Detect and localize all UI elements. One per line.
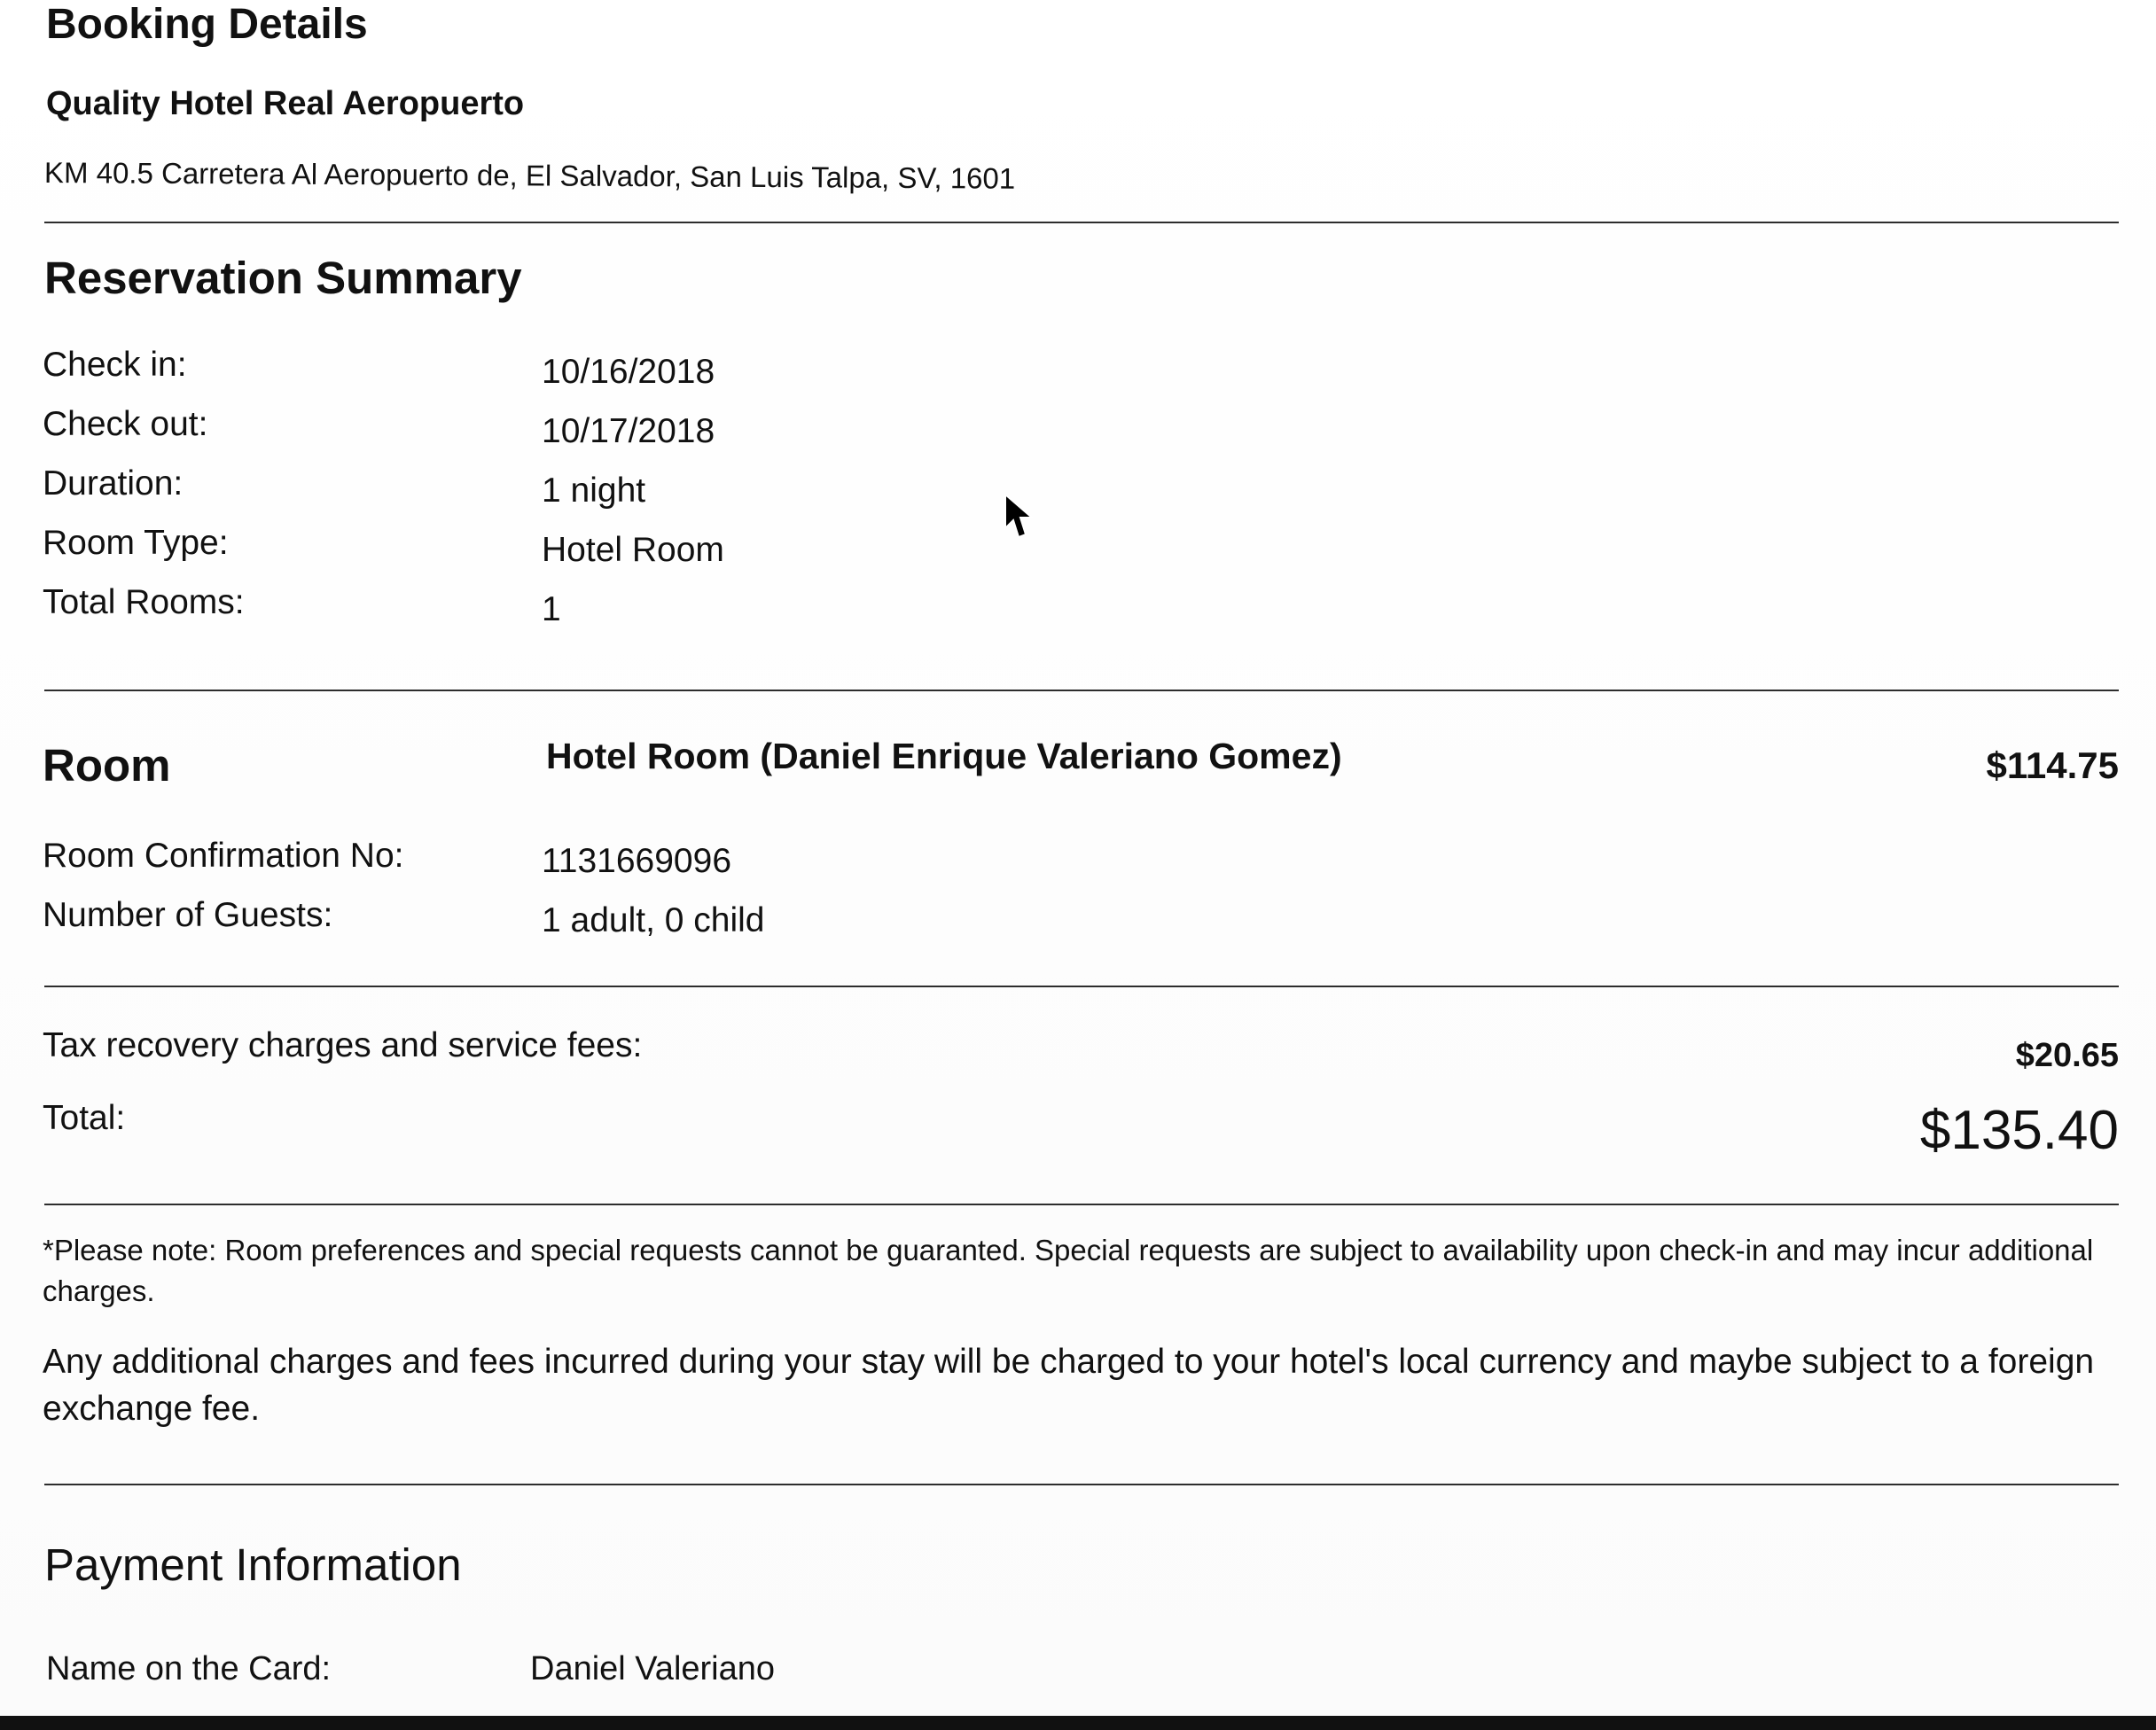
divider	[44, 986, 2119, 987]
booking-details-heading: Booking Details	[46, 1, 368, 48]
special-requests-note: *Please note: Room preferences and special requests cannot be guaranted. Special requests are subject to availability upon check-in and may incur additional charges.	[43, 1234, 2094, 1307]
room-confirmation-label: Room Confirmation No:	[43, 837, 404, 875]
total-rooms-label: Total Rooms:	[43, 583, 245, 621]
room-type-label: Room Type:	[43, 524, 229, 562]
hotel-address: KM 40.5 Carretera Al Aeropuerto de, El Salvador, San Luis Talpa, SV, 1601	[43, 156, 1016, 195]
total-rooms-value: 1	[542, 590, 561, 628]
room-heading: Room	[43, 740, 171, 791]
divider	[44, 1204, 2119, 1205]
check-in-label: Check in:	[43, 346, 187, 384]
number-of-guests-value: 1 adult, 0 child	[542, 901, 765, 939]
check-out-label: Check out:	[43, 405, 208, 443]
duration-value: 1 night	[542, 471, 646, 510]
fees-value: $20.65	[2015, 1037, 2119, 1074]
room-confirmation-value: 1131669096	[542, 842, 732, 880]
reservation-summary-heading: Reservation Summary	[44, 253, 522, 303]
hotel-name: Quality Hotel Real Aeropuerto	[46, 85, 525, 122]
mouse-pointer-icon	[1002, 493, 1034, 541]
room-description: Hotel Room (Daniel Enrique Valeriano Gomez)	[546, 736, 1342, 776]
divider	[44, 1484, 2119, 1485]
fees-label: Tax recovery charges and service fees:	[43, 1026, 643, 1064]
bottom-edge-bar	[0, 1716, 2156, 1730]
name-on-card-label: Name on the Card:	[46, 1650, 332, 1687]
name-on-card-value: Daniel Valeriano	[530, 1650, 776, 1687]
check-in-value: 10/16/2018	[542, 353, 715, 391]
check-out-value: 10/17/2018	[542, 412, 715, 450]
divider	[44, 690, 2119, 691]
currency-note: Any additional charges and fees incurred during your stay will be charged to your hotel's local currency and maybe subject to a foreign exchange fee.	[43, 1343, 2095, 1428]
room-type-value: Hotel Room	[542, 531, 724, 569]
duration-label: Duration:	[43, 464, 184, 503]
total-value: $135.40	[1919, 1100, 2119, 1161]
total-label: Total:	[43, 1099, 126, 1137]
room-price: $114.75	[1986, 744, 2119, 786]
payment-information-heading: Payment Information	[44, 1539, 462, 1590]
number-of-guests-label: Number of Guests:	[43, 896, 333, 934]
divider	[44, 222, 2119, 223]
